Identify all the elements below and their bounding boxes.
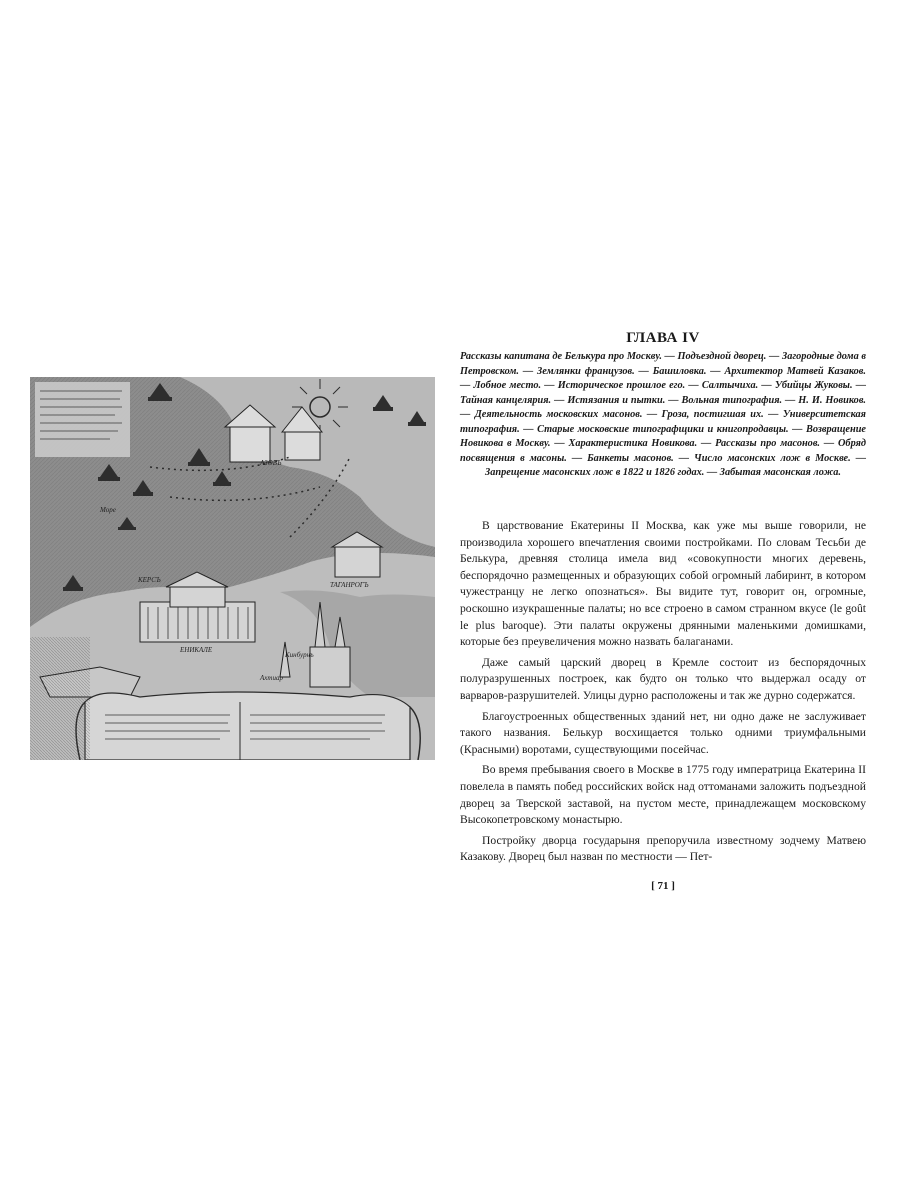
body-text: [460, 518, 866, 870]
page-number: [ 71 ]: [651, 880, 675, 892]
map-label: Ахтиар: [260, 674, 283, 682]
map-label: Кинбурнъ: [285, 651, 314, 659]
chapter-summary: Рассказы капитана де Белькура про Москву. — Подъездной дворец. — Загородные дома в Петровском. — Землянки французов. — Башиловка. — Архитектор Матвей Казаков. — Лобное место. — Историческое прошлое его. — Салтычиха. — Убийцы Жуковы. — Тайная канцелярия. — Истязания и пытки. — Вольная типография. — Н. И. Новиков. — Деятельность московских масонов. — Гроза, постигшая их. — Университетская типография. — Старые московские типографщики и книгопродавцы. — Возвращение Новикова в Москву. — Характеристика Новикова. — Рассказы про масонов. — Обряд посвящения в масоны. — Банкеты масонов. — Число масонских лож в Москве. — Запрещение масонских лож в 1822 и 1826 годах. — Забытая масонская ложа.: [460, 351, 866, 478]
paragraph: Постройку дворца государыня препоручила известному зодчему Матвею Казакову. Дворец был назван по местности — Пет-: [460, 833, 866, 864]
map-label: Море: [100, 506, 116, 514]
paragraph: Благоустроенных общественных зданий нет, ни одно даже не заслуживает такого названия. Белькур восхищается только одними триумфальными (Красными) воротами, существующими посейчас.: [460, 709, 866, 756]
map-label: КЕРСЪ: [138, 576, 161, 584]
engraving-illustration: [30, 377, 435, 760]
chapter-title: ГЛАВА IV: [626, 330, 700, 346]
map-label: ЕНИКАЛЕ: [180, 646, 213, 654]
paragraph: Даже самый царский дворец в Кремле состоит из беспорядочных полуразрушенных построек, как будто он только что выдержал осаду от варваров-разрушителей. Улицы дурно расположены и так же дурно содержатся.: [460, 655, 866, 702]
paragraph: Во время пребывания своего в Москве в 1775 году императрица Екатерина II повелела в память побед российских войск над оттоманами заложить подъездной дворец за Тверской заставой, на пустом месте, принадлежащем московскому Высокопетровскому монастырю.: [460, 763, 866, 827]
map-label: АЗОВЪ: [260, 459, 282, 467]
map-label: ТАГАНРОГЪ: [330, 581, 369, 589]
paragraph: В царствование Екатерины II Москва, как уже мы выше говорили, не производила хорошего впечатления своими постройками. По словам Тесьби де Белькура, древняя столица имела вид «совокупности многих деревень, беспорядочно размещенных и образующих собой огромный лабиринт, в котором чужестранцу не легко опознаться». Вы видите тут, говорит он, огромные, роскошно изукрашенные палаты; но все строено в самом странном вкусе (le goût le plus baroque). Эти палаты окружены дрянными маленькими домишками, которые без преувеличения можно назвать балаганами.: [460, 519, 866, 649]
engraving-map: [30, 377, 435, 760]
